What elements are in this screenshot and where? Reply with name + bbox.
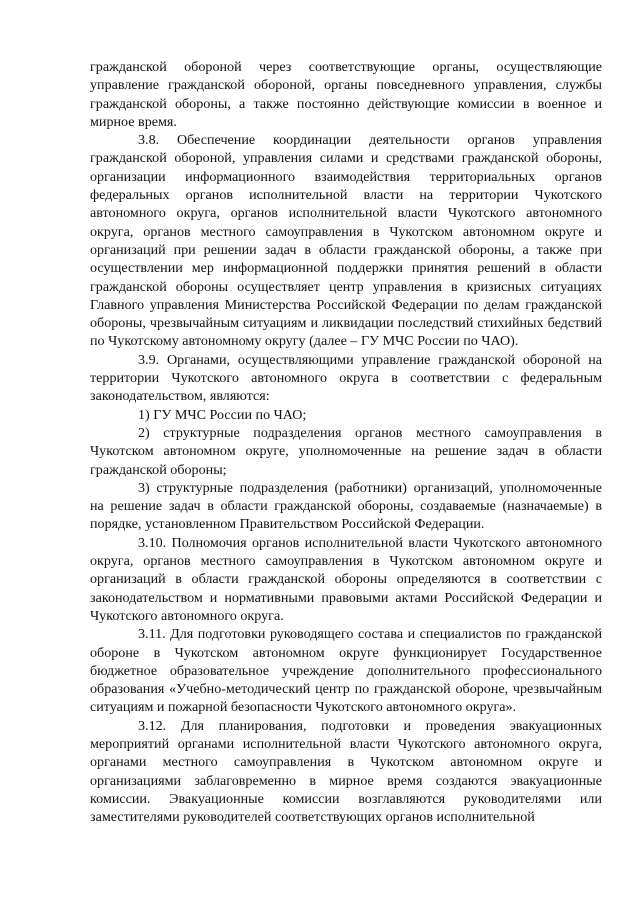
paragraph-continuation: гражданской обороной через соответствующие органы, осуществляющие управление гражданской обороной, органы повседневного управления, службы гражданской обороны, а также постоянно действующие комиссии в военное и мирное время. — [90, 59, 602, 130]
paragraph-3-12: 3.12. Для планирования, подготовки и проведения эвакуационных мероприятий органами исполнительной власти Чукотского автономного округа, органами местного самоуправления в Чукотском автономном округе и организациями заблаговременно в мирное время создаются эвакуационные комиссии. Эвакуационные комиссии возглавляются руководителями или заместителями руководителей соответствующих органов исполнительной — [90, 717, 602, 826]
paragraph-3-9: 3.9. Органами, осуществляющими управление гражданской обороной на территории Чукотского автономного округа в соответствии с федеральным законодательством, являются: — [90, 351, 602, 405]
paragraph-3-10: 3.10. Полномочия органов исполнительной власти Чукотского автономного округа, органов местного самоуправления в Чукотском автономном округе и организаций в области гражданской обороны определяются в соответствии с законодательством и нормативными правовыми актами Российской Федерации и Чукотского автономного округа. — [90, 534, 602, 624]
list-item-1: 1) ГУ МЧС России по ЧАО; — [138, 406, 307, 423]
paragraph-3-11: 3.11. Для подготовки руководящего состава и специалистов по гражданской обороне в Чукотском автономном округе функционирует Государственное бюджетное образовательное учреждение дополнительного профессионального образования «Учебно-методический центр по гражданской обороне, чрезвычайным ситуациям и пожарной безопасности Чукотского автономного округа». — [90, 626, 602, 716]
list-item-3: 3) структурные подразделения (работники) организаций, уполномоченные на решение задач в области гражданской обороны, создаваемые (назначаемые) в порядке, установленном Правительством Российской Федерации. — [90, 479, 602, 533]
list-item-2: 2) структурные подразделения органов местного самоуправления в Чукотском автономном округе, уполномоченные на решение задач в области гражданской обороны; — [90, 424, 602, 478]
paragraph-3-8: 3.8. Обеспечение координации деятельности органов управления гражданской обороной, управления силами и средствами гражданской обороны, организации информационного взаимодействия территориальных органов федеральных органов исполнительной власти на территории Чукотского автономного округа, органов исполнительной власти Чукотского автономного округа, органов местного самоуправления в Чукотском автономном округе и организаций при решении задач в области гражданской обороны, а также при осуществлении мер информационной поддержки принятия решений в области гражданской обороны осуществляет центр управления в кризисных ситуациях Главного управления Министерства Российской Федерации по делам гражданской обороны, чрезвычайным ситуациям и ликвидации последствий стихийных бедствий по Чукотскому автономному округу (далее – ГУ МЧС России по ЧАО). — [90, 132, 602, 350]
